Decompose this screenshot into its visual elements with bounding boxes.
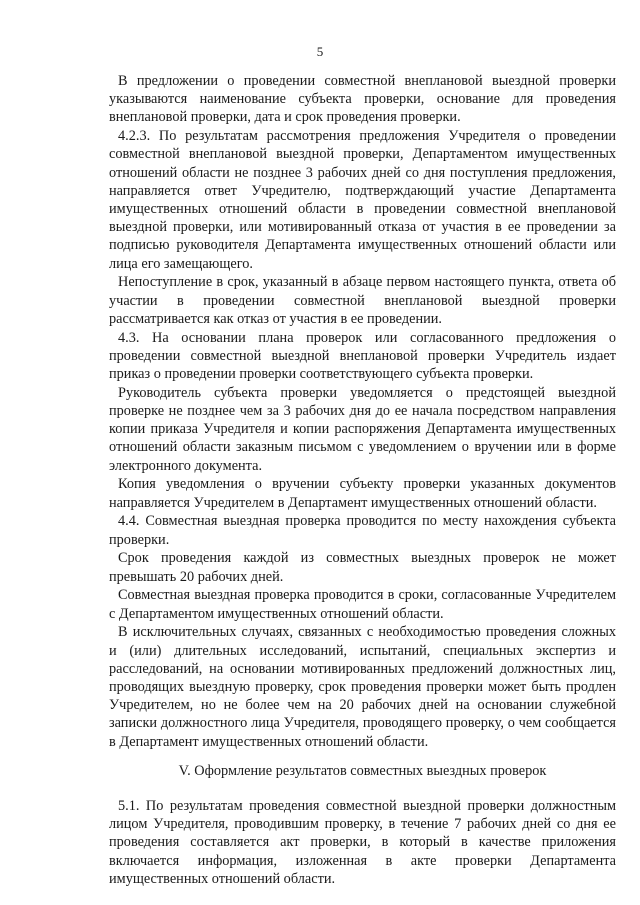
paragraph: В исключительных случаях, связанных с необходимостью проведения сложных и (или) длительных исследований, испытаний, специальных экспертиз и расследований, на основании мотивированных предложений должностных лиц, проводящих выездную проверку, срок проведения проверки может быть продлен Учредителем, но не более чем на 20 рабочих дней на основании служебной записки должностного лица Учредителя, проводящего проверку, о чем сообщается в Департамент имущественных отношений области.	[109, 624, 616, 750]
page-number: 5	[316, 44, 324, 59]
paragraph: Копия уведомления о вручении субъекту проверки указанных документов направляется Учредителем в Департамент имущественных отношений области.	[109, 476, 616, 511]
paragraph: В предложении о проведении совместной внеплановой выездной проверки указываются наименование субъекта проверки, основание для проведения внеплановой проверки, дата и срок проведения проверки.	[109, 73, 616, 126]
paragraph: 4.4. Совместная выездная проверка проводится по месту нахождения субъекта проверки.	[109, 513, 616, 548]
paragraph: 4.2.3. По результатам рассмотрения предложения Учредителя о проведении совместной внеплановой выездной проверки, Департаментом имущественных отношений области не позднее 3 рабочих дней со дня поступления предложения, направляется ответ Учредителю, подтверждающий участие Департамента имущественных отношений области в проведении совместной внеплановой выездной проверки, или мотивированный отказа от участия в ее проведении за подписью руководителя Департамента имущественных отношений области или лица его замещающего.	[109, 128, 616, 272]
paragraph: Срок проведения каждой из совместных выездных проверок не может превышать 20 рабочих дней.	[109, 550, 616, 585]
document-body	[109, 72, 616, 889]
paragraph: 4.3. На основании плана проверок или согласованного предложения о проведении совместной выездной внеплановой проверки Учредитель издает приказ о проведении проверки соответствующего субъекта проверки.	[109, 329, 616, 383]
section-heading: V. Оформление результатов совместных выездных проверок	[178, 762, 547, 779]
closing-paragraph: 5.1. По результатам проведения совместной выездной проверки должностным лицом Учредителя, проводившим проверку, в течение 7 рабочих дней со дня ее проведения составляется акт проверки, в который в качестве приложения включается информация, изложенная в акте проверки Департамента имущественных отношений области.	[109, 798, 616, 887]
paragraph: Непоступление в срок, указанный в абзаце первом настоящего пункта, ответа об участии в проведении совместной внеплановой выездной проверки рассматривается как отказ от участия в ее проведении.	[109, 274, 616, 327]
paragraph: Совместная выездная проверка проводится в сроки, согласованные Учредителем с Департаментом имущественных отношений области.	[109, 587, 616, 622]
paragraph: Руководитель субъекта проверки уведомляется о предстоящей выездной проверке не позднее чем за 3 рабочих дня до ее начала посредством направления копии приказа Учредителя и копии распоряжения Департамента имущественных отношений области заказным письмом с уведомлением о вручении или в форме электронного документа.	[109, 384, 616, 474]
